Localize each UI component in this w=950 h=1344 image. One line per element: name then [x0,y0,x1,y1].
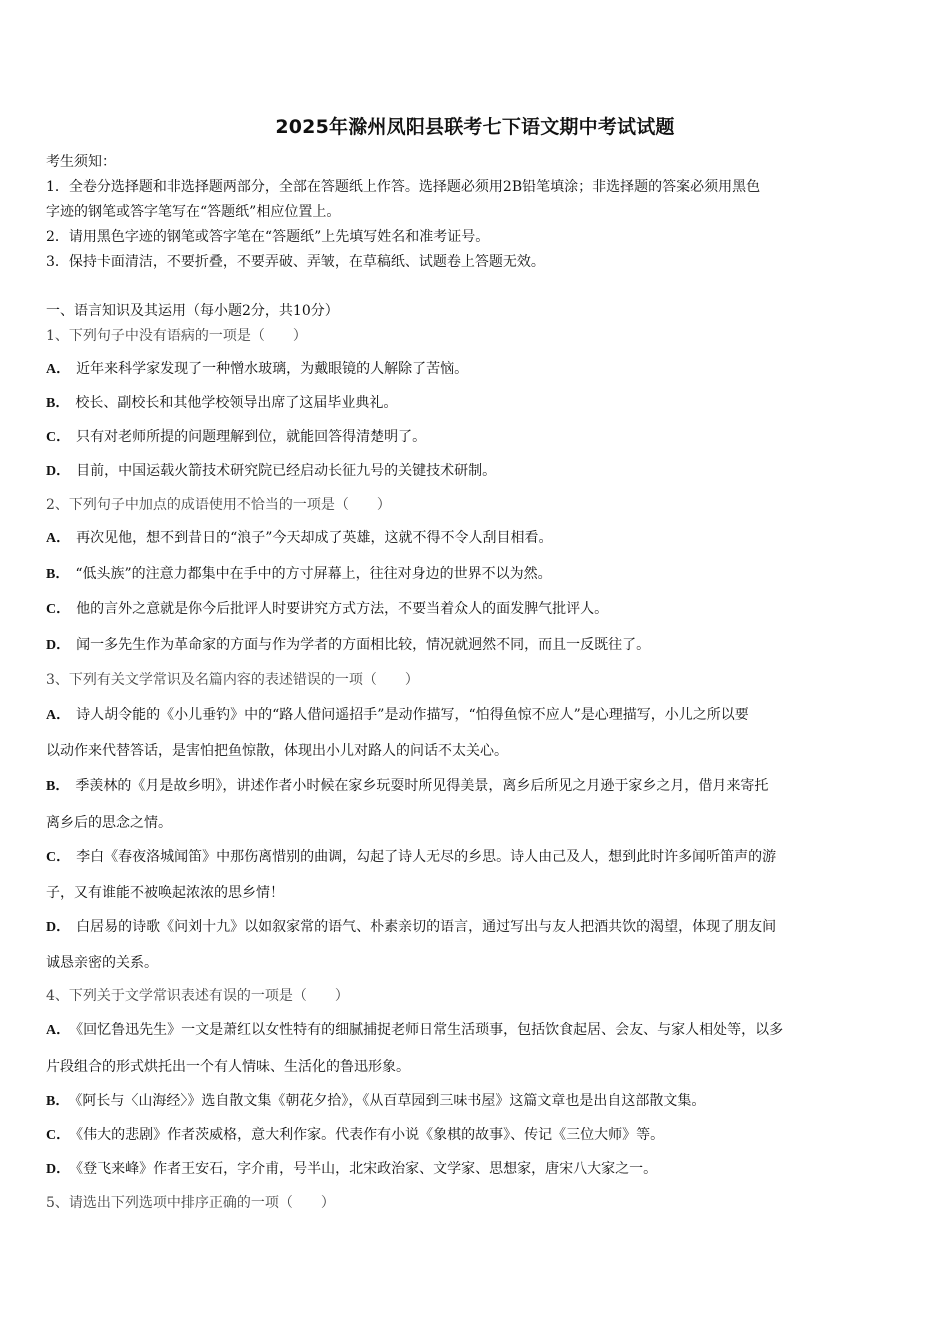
option-text: 李白《春夜洛城闻笛》中那伤离惜别的曲调，勾起了诗人无尽的乡思。诗人由己及人，想到此时许多闻听笛声的游 [76,849,777,865]
option-text: 《登飞来峰》作者王安石，字介甫，号半山，北宋政治家、文学家、思想家，唐宋八大家之一。 [76,1161,658,1177]
option-label: A． [46,531,71,546]
option-label: A． [46,362,71,377]
option-row [46,393,916,414]
option-text: 《回忆鲁迅先生》一文是萧红以女性特有的细腻捕捉老师日常生活琐事，包括饮食起居、会友、与家人相处等，以多 [76,1022,784,1038]
section-heading: 一、语言知识及其运用（每小题2分，共10分） [46,303,339,319]
option-row [46,359,916,380]
option-text: “低头族”的注意力都集中在手中的方寸屏幕上，往往对身边的世界不以为然。 [75,566,552,582]
option-continuation: 诚恳亲密的关系。 [46,955,158,971]
option-continuation: 离乡后的思念之情。 [46,815,172,831]
page-title: 2025年滁州凤阳县联考七下语文期中考试试题 [275,116,675,138]
option-label: D． [46,464,71,479]
option-text: 校长、副校长和其他学校领导出席了这届毕业典礼。 [75,395,398,411]
option-label: D． [46,1162,71,1177]
option-label: B． [46,779,70,794]
option-label: C． [46,602,71,617]
option-row [46,528,916,549]
option-row [46,917,916,938]
question-stem-3: 3、下列有关文学常识及名篇内容的表述错误的一项（ ） [46,672,419,688]
option-row [46,599,916,620]
option-row [46,461,916,482]
option-row [46,1020,916,1041]
option-continuation: 片段组合的形式烘托出一个有人情味、生活化的鲁迅形象。 [46,1059,410,1075]
notice-item: 3．保持卡面清洁，不要折叠，不要弄破、弄皱，在草稿纸、试题卷上答题无效。 [46,254,545,270]
option-row [46,1159,916,1180]
option-row [46,1091,916,1112]
option-text: 闻一多先生作为革命家的方面与作为学者的方面相比较，情况就迥然不同，而且一反既往了。 [76,637,651,653]
option-text: 诗人胡令能的《小儿垂钓》中的“路人借问遥招手”是动作描写，“怕得鱼惊不应人”是心理描写，小儿之所以要 [76,707,749,723]
option-continuation: 以动作来代替答话，是害怕把鱼惊散，体现出小儿对路人的问话不太关心。 [46,743,508,759]
option-label: C． [46,1128,71,1143]
option-label: A． [46,708,71,723]
option-label: D． [46,638,71,653]
notice-item: 字迹的钢笔或答字笔写在“答题纸”相应位置上。 [46,204,341,220]
option-text: 只有对老师所提的问题理解到位，就能回答得清楚明了。 [76,429,427,445]
notice-item: 2．请用黑色字迹的钢笔或答字笔在“答题纸”上先填写姓名和准考证号。 [46,229,490,245]
question-stem-1: 1、下列句子中没有语病的一项是（ ） [46,328,307,344]
option-label: C． [46,430,71,445]
option-row [46,427,916,448]
option-text: 《伟大的悲剧》作者茨威格，意大利作家。代表作有小说《象棋的故事》、传记《三位大师》等。 [76,1127,665,1143]
option-text: 季羡林的《月是故乡明》，讲述作者小时候在家乡玩耍时所见得美景，离乡后所见之月逊于家乡之月，借月来寄托 [75,778,769,794]
option-label: A． [46,1023,71,1038]
option-row [46,564,916,585]
notice-item: 1．全卷分选择题和非选择题两部分，全部在答题纸上作答。选择题必须用2B铅笔填涂；非选择题的答案必须用黑色 [46,179,761,195]
option-row [46,635,916,656]
option-row [46,1125,916,1146]
option-label: D． [46,920,71,935]
option-label: C． [46,850,71,865]
question-stem-4: 4、下列关于文学常识表述有误的一项是（ ） [46,988,349,1004]
option-text: 《阿长与〈山海经〉》选自散文集《朝花夕拾》，《从百草园到三味书屋》这篇文章也是出自这部散文集。 [75,1093,706,1109]
option-row [46,776,916,797]
option-row [46,847,916,868]
option-text: 白居易的诗歌《问刘十九》以如叙家常的语气、朴素亲切的语言，通过写出与友人把酒共饮的渴望，体现了朋友间 [76,919,777,935]
option-label: B． [46,567,70,582]
option-text: 再次见他，想不到昔日的“浪子”今天却成了英雄，这就不得不令人刮目相看。 [76,530,553,546]
question-stem-5: 5、请选出下列选项中排序正确的一项（ ） [46,1195,335,1211]
option-text: 他的言外之意就是你今后批评人时要讲究方式方法，不要当着众人的面发脾气批评人。 [76,601,609,617]
notice-heading: 考生须知： [46,154,116,170]
option-label: B． [46,396,70,411]
option-text: 近年来科学家发现了一种憎水玻璃，为戴眼镜的人解除了苦恼。 [76,361,469,377]
option-text: 目前，中国运载火箭技术研究院已经启动长征九号的关键技术研制。 [76,463,497,479]
question-stem-2: 2、下列句子中加点的成语使用不恰当的一项是（ ） [46,497,391,513]
option-continuation: 子，又有谁能不被唤起浓浓的思乡情！ [46,885,284,901]
option-row [46,705,916,726]
option-label: B． [46,1094,70,1109]
